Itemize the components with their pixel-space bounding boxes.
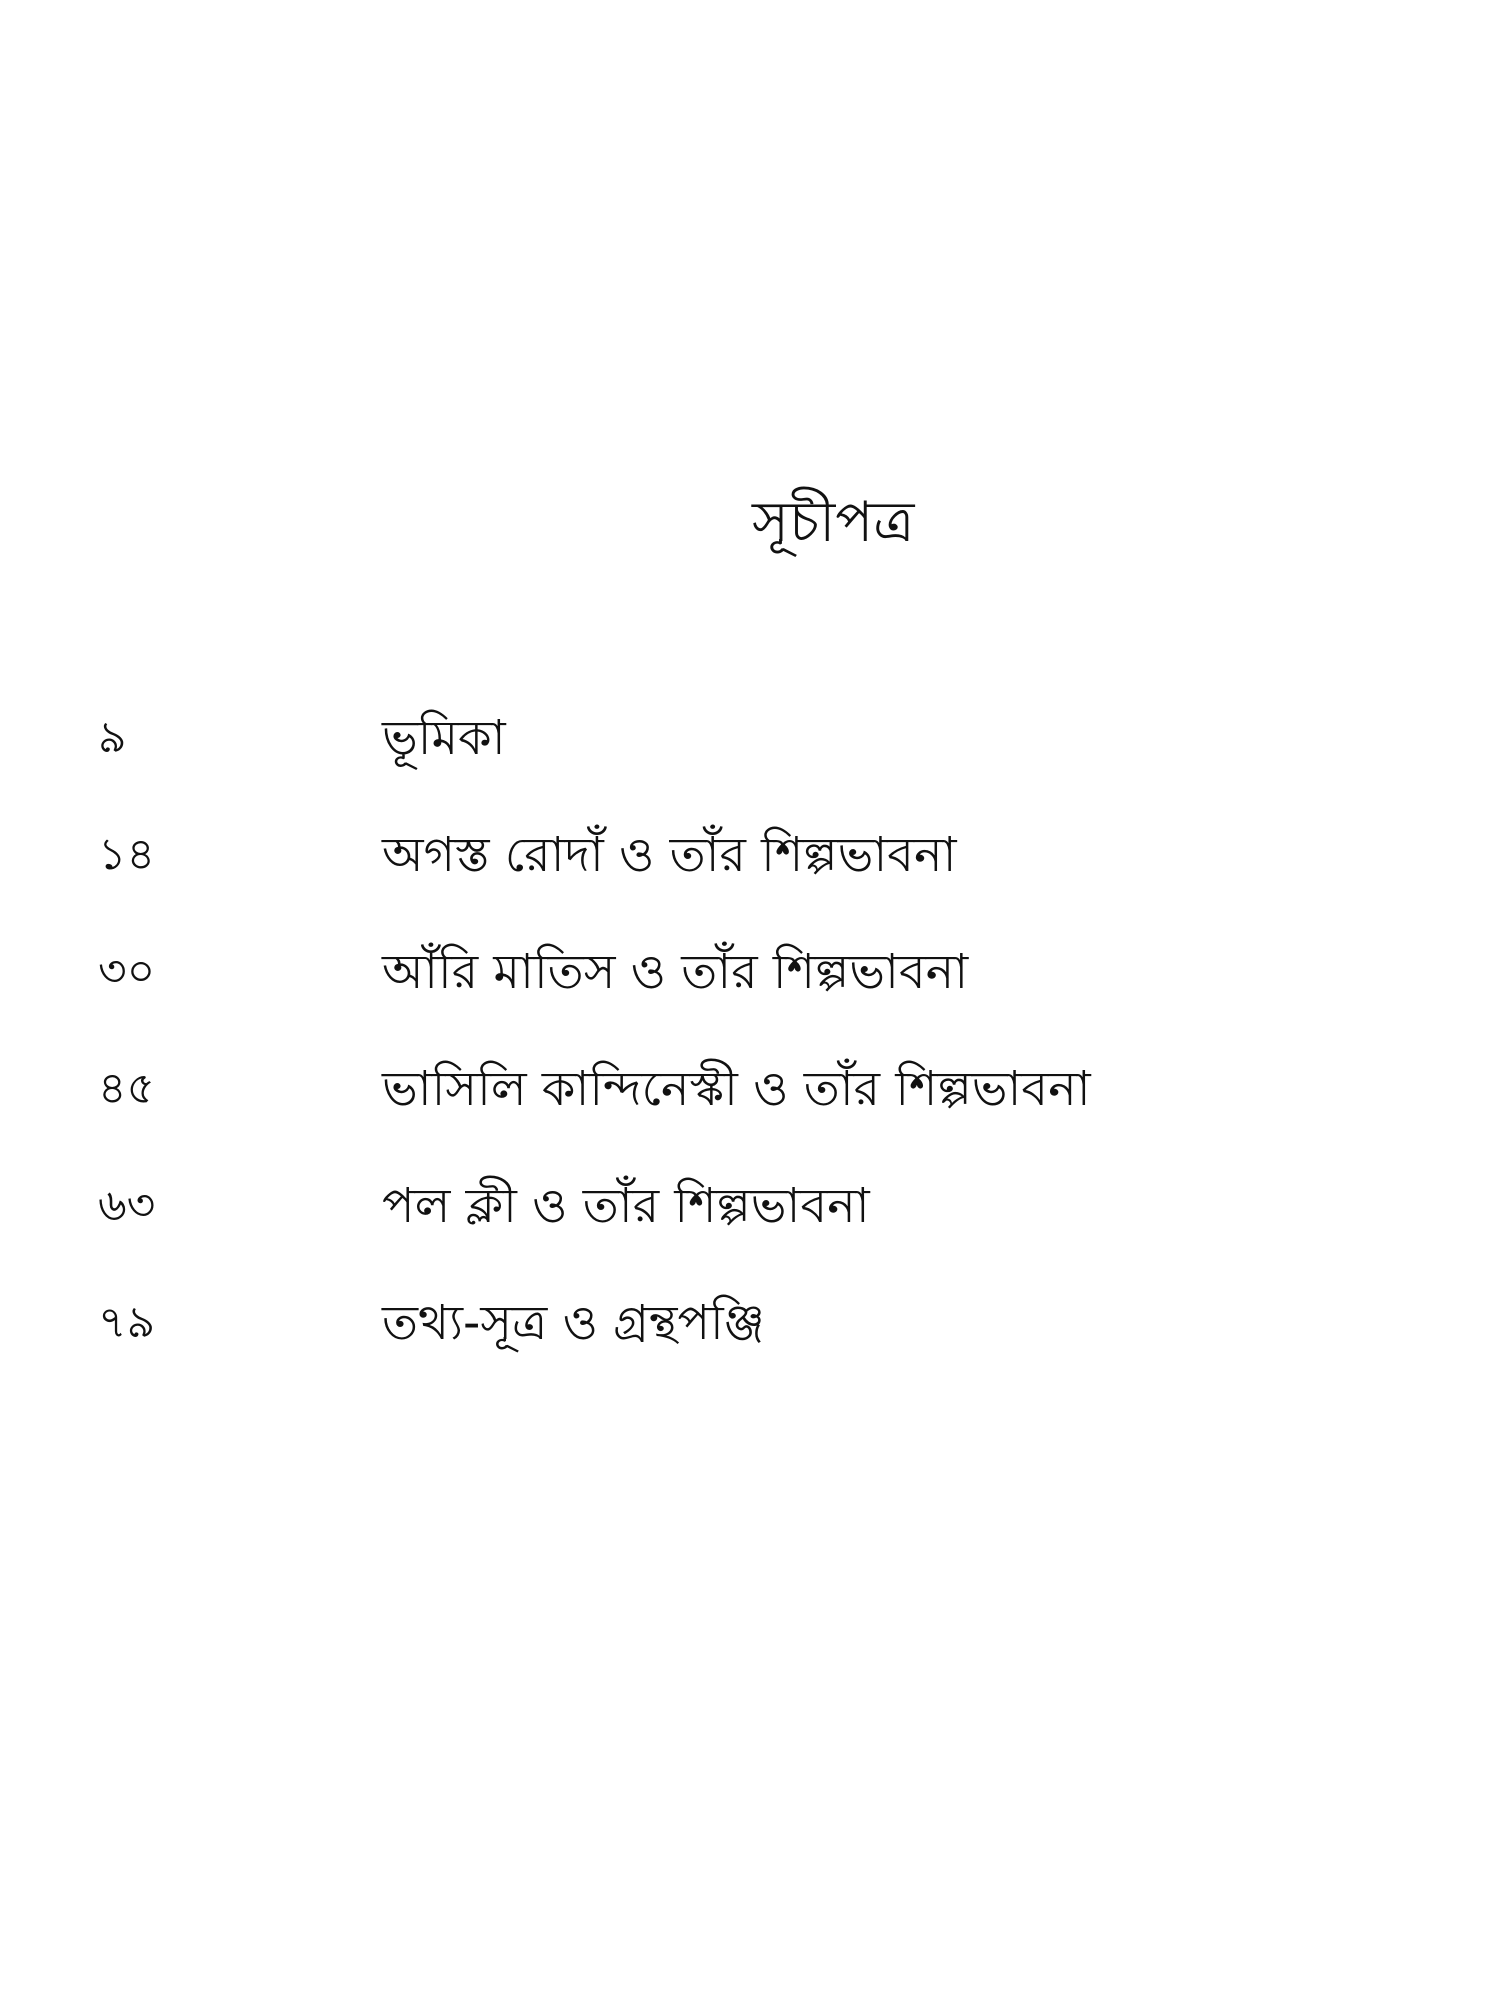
contents-title: সূচীপত্র [752, 490, 915, 555]
toc-page-number: ৪৫ [98, 1063, 156, 1114]
toc-chapter-title: পল ক্লী ও তাঁর শিল্পভাবনা [382, 1178, 870, 1234]
toc-page-number: ৭৯ [98, 1297, 156, 1348]
toc-entry [0, 820, 1500, 890]
toc-chapter-title: অগস্ত রোদাঁ ও তাঁর শিল্পভাবনা [382, 827, 957, 883]
toc-chapter-title: ভূমিকা [382, 710, 506, 766]
toc-page-number: ৯ [98, 712, 127, 763]
toc-chapter-title: তথ্য-সূত্র ও গ্রন্থপঞ্জি [382, 1295, 765, 1351]
toc-page-number: ১৪ [98, 829, 156, 880]
toc-chapter-title: ভাসিলি কান্দিনেস্কী ও তাঁর শিল্পভাবনা [382, 1061, 1091, 1117]
toc-entry [0, 1288, 1500, 1358]
toc-page-number: ৩০ [98, 946, 156, 997]
toc-chapter-title: আঁরি মাতিস ও তাঁর শিল্পভাবনা [382, 944, 969, 1000]
toc-entry [0, 1054, 1500, 1124]
toc-entry [0, 703, 1500, 773]
toc-page-number: ৬৩ [98, 1180, 156, 1231]
toc-entry [0, 937, 1500, 1007]
toc-entry [0, 1171, 1500, 1241]
